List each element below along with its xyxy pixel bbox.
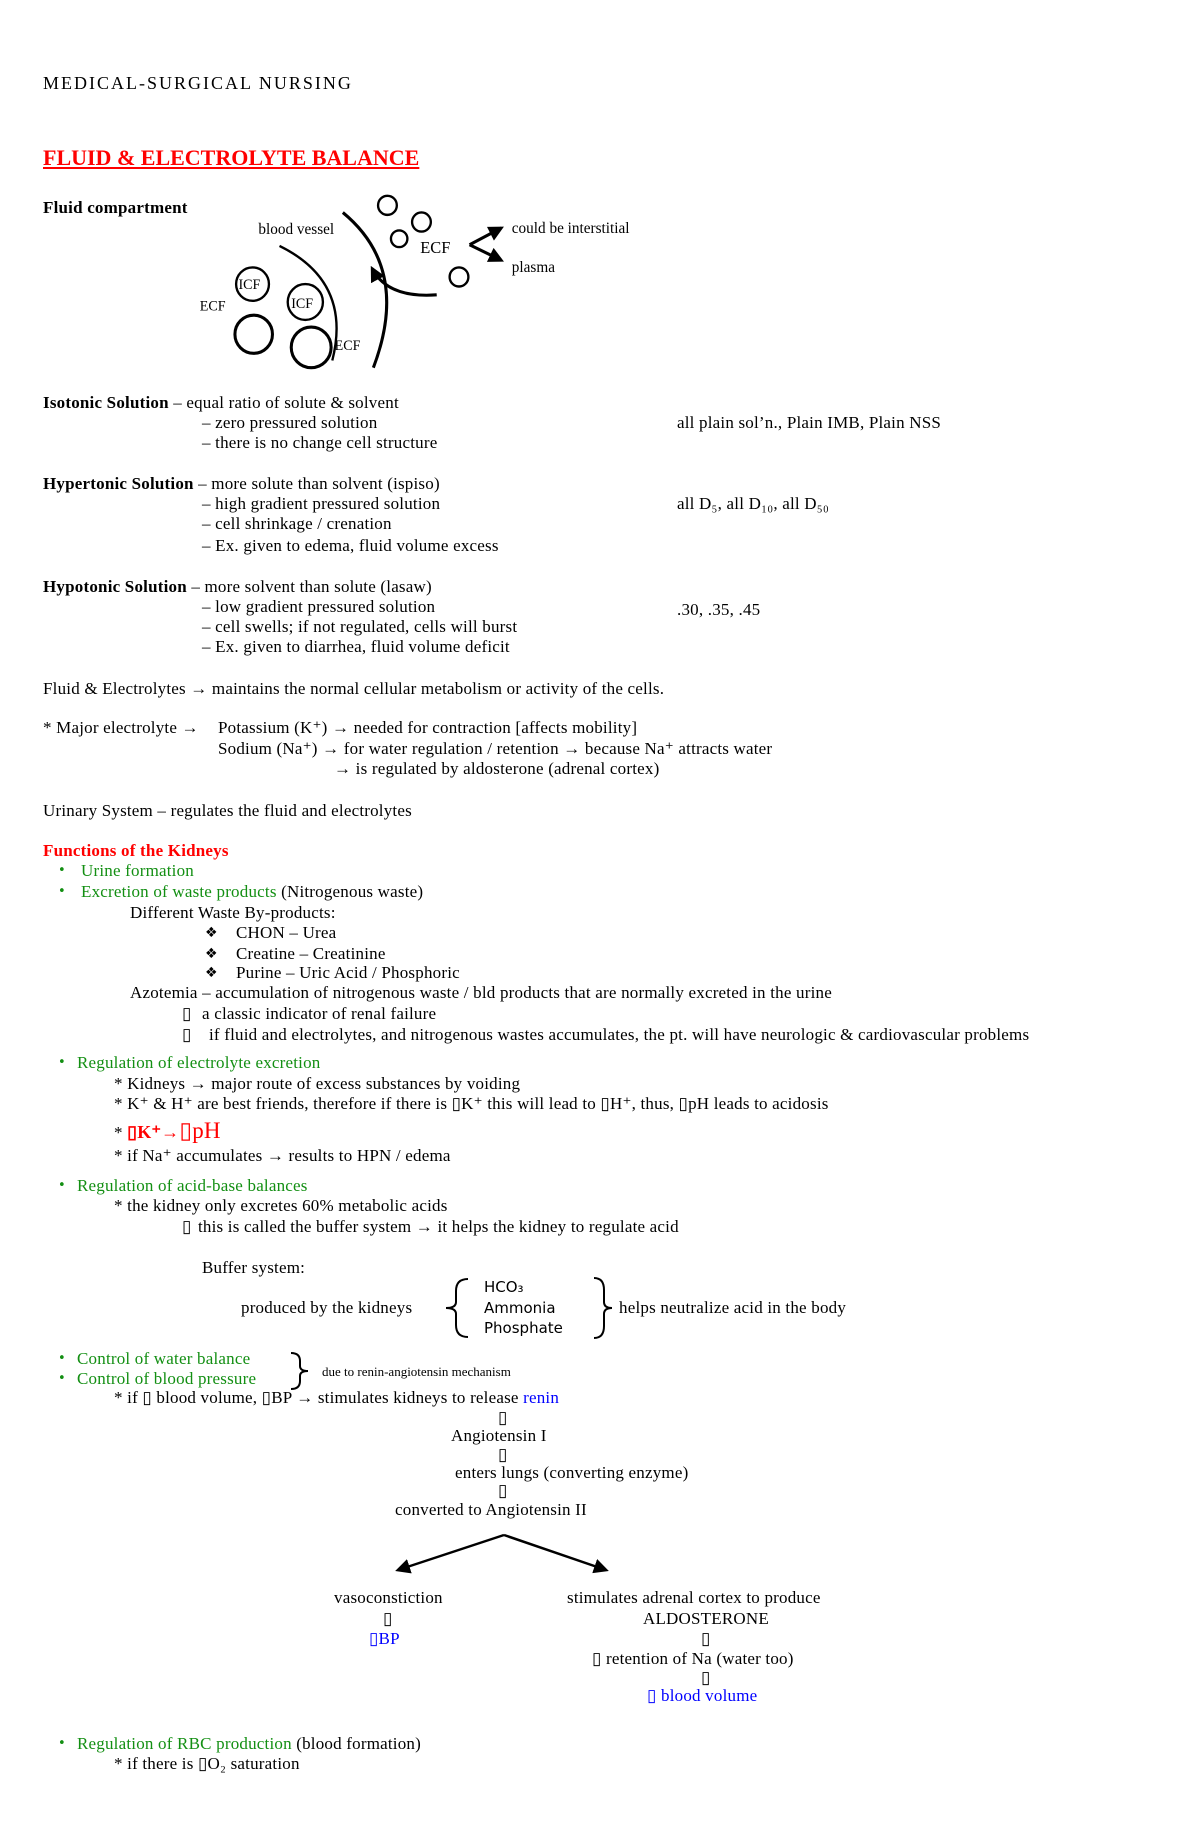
topic-title: FLUID & ELECTROLYTE BALANCE [43, 145, 420, 170]
byproduct-item: CHON – Urea [236, 923, 337, 942]
flow-arrow-glyph: ▯ [701, 1629, 711, 1648]
right-brace [594, 1278, 612, 1338]
plasma-particle [450, 267, 469, 286]
ecf-left-label: ECF [199, 298, 226, 315]
icf-label-2: ICF [291, 295, 314, 313]
potassium-ph-highlight [114, 1118, 221, 1146]
plasma-particle [412, 212, 431, 231]
water-balance-title: Control of water balance [77, 1349, 251, 1368]
hypertonic-examples: all D₅, all D₁₀, all D₅₀ [677, 494, 829, 513]
isotonic-desc-2: – zero pressured solution [202, 413, 378, 432]
interstitial-label: could be interstitial [511, 219, 630, 237]
flow-arrow-glyph: ▯ [498, 1481, 508, 1500]
left-brace [446, 1279, 468, 1337]
vasoconstriction-label: vasoconstiction [334, 1588, 443, 1607]
box-glyph-icon: ▯ [182, 1004, 192, 1023]
bullet-icon: • [58, 863, 66, 878]
isotonic-desc-3: – there is no change cell structure [202, 433, 438, 452]
bullet-icon: • [58, 1178, 66, 1193]
bullet-icon: • [58, 884, 66, 899]
isotonic-name: Isotonic Solution [43, 393, 169, 412]
cell [291, 327, 331, 368]
hypotonic-desc-1: – more solvent than solute (lasaw) [191, 577, 432, 596]
azotemia-line: Azotemia – accumulation of nitrogenous waste / bld products that are normally excreted in the urine [130, 983, 832, 1002]
flow-arrow-glyph: ▯ [701, 1668, 711, 1687]
hypotonic-desc-4: – Ex. given to diarrhea, fluid volume deficit [202, 637, 510, 656]
box-glyph-icon: ▯ [182, 1217, 192, 1236]
plasma-particle [391, 230, 407, 247]
urinary-system-line: Urinary System – regulates the fluid and electrolytes [43, 801, 412, 820]
bp-result: ▯BP [369, 1629, 400, 1648]
electrolyte-point: * K⁺ & H⁺ are best friends, therefore if there is ▯K⁺ this will lead to ▯H⁺, thus, ▯pH leads to acidosis [114, 1094, 829, 1113]
bullet-icon: • [58, 1351, 66, 1366]
buffer-system-label: Buffer system: [202, 1258, 306, 1277]
byproduct-item: Creatine – Creatinine [236, 944, 386, 963]
sodium-line: Sodium (Na⁺) → for water regulation / retention → because Na⁺ attracts water [218, 739, 773, 758]
hypertonic-line-1 [43, 474, 440, 494]
bullet-icon: • [58, 1055, 66, 1070]
buffer-produced-label: produced by the kidneys [241, 1298, 413, 1317]
branch-arrow-left [398, 1535, 504, 1570]
adrenal-cortex-label: stimulates adrenal cortex to produce [567, 1588, 821, 1607]
fluid-compartment-heading: Fluid compartment [43, 198, 188, 217]
isotonic-desc-1: – equal ratio of solute & solvent [173, 393, 399, 412]
sodium-accumulation-point: * if Na⁺ accumulates → results to HPN / edema [114, 1146, 451, 1165]
highlight-star: * [114, 1123, 128, 1142]
buffer-system-subpoint: this is called the buffer system → it helps the kidney to regulate acid [198, 1217, 679, 1236]
renin-trigger: * if ▯ blood volume, ▯BP → stimulates kidneys to release [114, 1388, 524, 1407]
bullet-icon: • [58, 1736, 66, 1751]
major-electrolyte-label: * Major electrolyte → [43, 718, 199, 737]
blood-volume-result: ▯ blood volume [647, 1686, 758, 1705]
buffer-item: Phosphate [484, 1319, 563, 1337]
plasma-label: plasma [511, 259, 555, 277]
icf-label-1: ICF [238, 276, 261, 293]
electrolyte-point: * Kidneys → major route of excess substances by voiding [114, 1074, 521, 1093]
rbc-line [77, 1734, 421, 1754]
hypotonic-desc-3: – cell swells; if not regulated, cells will burst [202, 617, 518, 636]
buffer-item: HCO₃ [484, 1278, 524, 1296]
hypertonic-desc-3: – cell shrinkage / crenation [202, 514, 392, 533]
electrolytes-intro: Fluid & Electrolytes → maintains the normal cellular metabolism or activity of the cells. [43, 679, 665, 698]
hypotonic-name: Hypotonic Solution [43, 577, 187, 596]
highlight-potassium: ▯K⁺→ [127, 1122, 180, 1142]
plasma-arrow [470, 245, 502, 261]
course-title: MEDICAL-SURGICAL NURSING [43, 73, 353, 93]
angiotensin-1: Angiotensin I [451, 1426, 547, 1445]
byproducts-label: Different Waste By-products: [130, 903, 336, 922]
renin-word: renin [523, 1388, 560, 1407]
diamond-bullet-icon: ❖ [205, 965, 218, 981]
urine-formation: Urine formation [81, 861, 194, 880]
lungs-step: enters lungs (converting enzyme) [455, 1463, 689, 1482]
rbc-point: * if there is ▯O₂ saturation [114, 1754, 300, 1773]
acid-base-point: * the kidney only excretes 60% metabolic acids [114, 1196, 448, 1215]
box-glyph-icon: ▯ [182, 1025, 192, 1044]
hypertonic-desc-1: – more solute than solvent (ispiso) [198, 474, 440, 493]
branch-arrow-right [504, 1535, 606, 1570]
blood-pressure-title: Control of blood pressure [77, 1369, 257, 1388]
control-brace [291, 1353, 308, 1389]
diamond-bullet-icon: ❖ [205, 946, 218, 962]
diamond-bullet-icon: ❖ [205, 925, 218, 941]
flow-arrow-glyph: ▯ [498, 1445, 508, 1464]
renin-mechanism-note: due to renin-angiotensin mechanism [322, 1364, 511, 1379]
interstitial-arrow [470, 228, 502, 245]
buffer-item: Ammonia [484, 1299, 556, 1317]
hypertonic-desc-2: – high gradient pressured solution [202, 494, 441, 513]
hypotonic-examples: .30, .35, .45 [677, 600, 761, 619]
renin-trigger-line [114, 1388, 559, 1408]
excretion-note: (Nitrogenous waste) [276, 882, 424, 901]
excretion-title: Excretion of waste products [81, 882, 277, 901]
angiotensin-2: converted to Angiotensin II [395, 1500, 587, 1519]
ecf-bottom-label: ECF [334, 337, 361, 354]
electrolyte-excretion-title: Regulation of electrolyte excretion [77, 1053, 321, 1072]
highlight-ph: ▯pH [179, 1118, 221, 1143]
rbc-title: Regulation of RBC production [77, 1734, 292, 1753]
hypotonic-desc-2: – low gradient pressured solution [202, 597, 436, 616]
potassium-line: Potassium (K⁺) → needed for contraction [affects mobility] [218, 718, 638, 737]
hypertonic-name: Hypertonic Solution [43, 474, 194, 493]
acid-base-title: Regulation of acid-base balances [77, 1176, 308, 1195]
aldosterone-label: ALDOSTERONE [643, 1609, 769, 1628]
byproduct-item: Purine – Uric Acid / Phosphoric [236, 963, 460, 982]
isotonic-examples: all plain sol’n., Plain IMB, Plain NSS [677, 413, 942, 432]
flow-arrow-glyph: ▯ [498, 1408, 508, 1427]
isotonic-line-1 [43, 393, 399, 413]
sodium-retention-label: ▯ retention of Na (water too) [592, 1649, 794, 1668]
plasma-particle [378, 196, 397, 215]
buffer-purpose: helps neutralize acid in the body [619, 1298, 847, 1317]
azotemia-point: if fluid and electrolytes, and nitrogenous wastes accumulates, the pt. will have neurologic & cardiovascular problems [209, 1025, 1030, 1044]
hypertonic-desc-4: – Ex. given to edema, fluid volume excess [202, 536, 499, 555]
kidney-functions-heading: Functions of the Kidneys [43, 841, 229, 860]
blood-vessel-label: blood vessel [258, 220, 335, 239]
rbc-note: (blood formation) [291, 1734, 421, 1753]
cell [235, 315, 273, 353]
fluid-compartment-diagram [188, 191, 669, 382]
hypotonic-line-1 [43, 577, 432, 597]
ecf-center-label: ECF [420, 237, 451, 258]
aldosterone-line: → is regulated by aldosterone (adrenal cortex) [334, 759, 660, 778]
flow-arrow-glyph: ▯ [383, 1609, 393, 1628]
azotemia-point: a classic indicator of renal failure [202, 1004, 437, 1023]
excretion-line [81, 882, 423, 902]
bullet-icon: • [58, 1371, 66, 1386]
